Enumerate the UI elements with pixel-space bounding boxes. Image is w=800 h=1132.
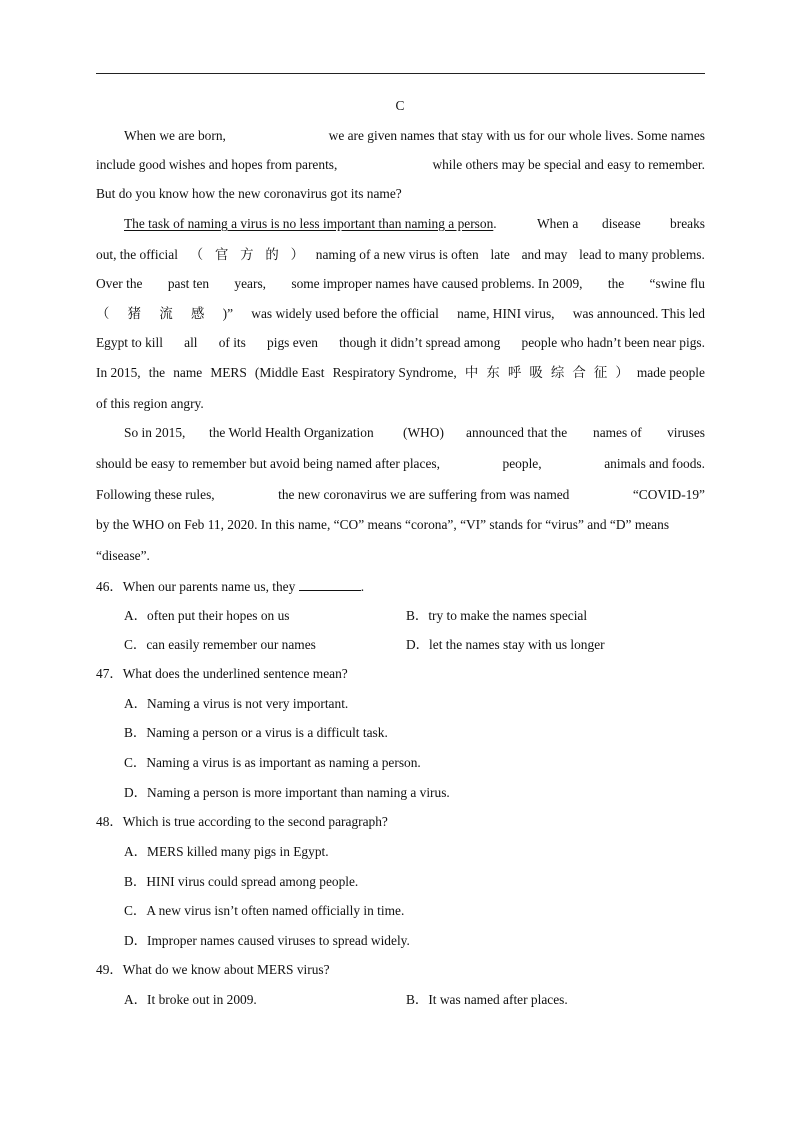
passage-p3-line3: Following these rules, the new coronavirus we are suffering from was named “COVID-19” (96, 487, 705, 502)
question-47-option-c[interactable]: C．Naming a virus is as important as naming a person. (124, 755, 421, 770)
passage-letter: C (395, 98, 405, 113)
question-48: 48．Which is true according to the second paragraph? (96, 814, 388, 829)
passage-p3-line5: “disease”. (96, 548, 150, 563)
question-48-option-c[interactable]: C．A new virus isn’t often named officially in time. (124, 903, 405, 918)
question-49-option-a[interactable]: A．It broke out in 2009. (124, 992, 257, 1007)
question-47-option-a[interactable]: A．Naming a virus is not very important. (124, 696, 349, 711)
passage-p2-line6: In 2015, the name MERS (Middle East Respiratory Syndrome, 中 东 呼 吸 综 合 征 ） made people (96, 365, 705, 380)
question-46-option-a[interactable]: A．often put their hopes on us (124, 608, 290, 623)
passage-p2-line5: Egypt to kill all of its pigs even though it didn’t spread among people who hadn’t been near pigs. (96, 335, 705, 350)
question-48-option-b[interactable]: B．HINI virus could spread among people. (124, 874, 359, 889)
question-46-option-b[interactable]: B．try to make the names special (406, 608, 588, 623)
passage-p3-line4: by the WHO on Feb 11, 2020. In this name, “CO” means “corona”, “VI” stands for “virus” and “D” means (96, 517, 670, 532)
passage-p1-line2: include good wishes and hopes from parents, while others may be special and easy to remember. (96, 157, 705, 172)
answer-blank (299, 578, 361, 591)
question-47-option-d[interactable]: D．Naming a person is more important than naming a virus. (124, 785, 450, 800)
passage-p3-line2: should be easy to remember but avoid being named after places, people, animals and foods. (96, 456, 705, 471)
question-47: 47．What does the underlined sentence mean? (96, 666, 348, 681)
header-rule (96, 73, 705, 74)
passage-p2-line4: （ 猪 流 感 )” was widely used before the official name, HINI virus, was announced. This led (96, 306, 705, 321)
passage-p2-line3: Over the past ten years, some improper names have caused problems. In 2009, the “swine flu (96, 276, 705, 291)
passage-p2-line2: out, the official （ 官 方 的 ） naming of a new virus is often late and may lead to many problems. (96, 247, 705, 262)
question-48-option-d[interactable]: D．Improper names caused viruses to spread widely. (124, 933, 410, 948)
question-49: 49．What do we know about MERS virus? (96, 962, 330, 977)
question-49-option-b[interactable]: B．It was named after places. (406, 992, 568, 1007)
passage-p1-line3: But do you know how the new coronavirus got its name? (96, 186, 402, 201)
question-46-option-c[interactable]: C．can easily remember our names (124, 637, 316, 652)
question-46: 46．When our parents name us, they . (96, 579, 365, 594)
question-46-option-d[interactable]: D．let the names stay with us longer (406, 637, 605, 652)
question-47-option-b[interactable]: B．Naming a person or a virus is a difficult task. (124, 725, 388, 740)
question-48-option-a[interactable]: A．MERS killed many pigs in Egypt. (124, 844, 329, 859)
underlined-sentence: The task of naming a virus is no less important than naming a person (124, 216, 494, 231)
passage-p2-line7: of this region angry. (96, 396, 204, 411)
